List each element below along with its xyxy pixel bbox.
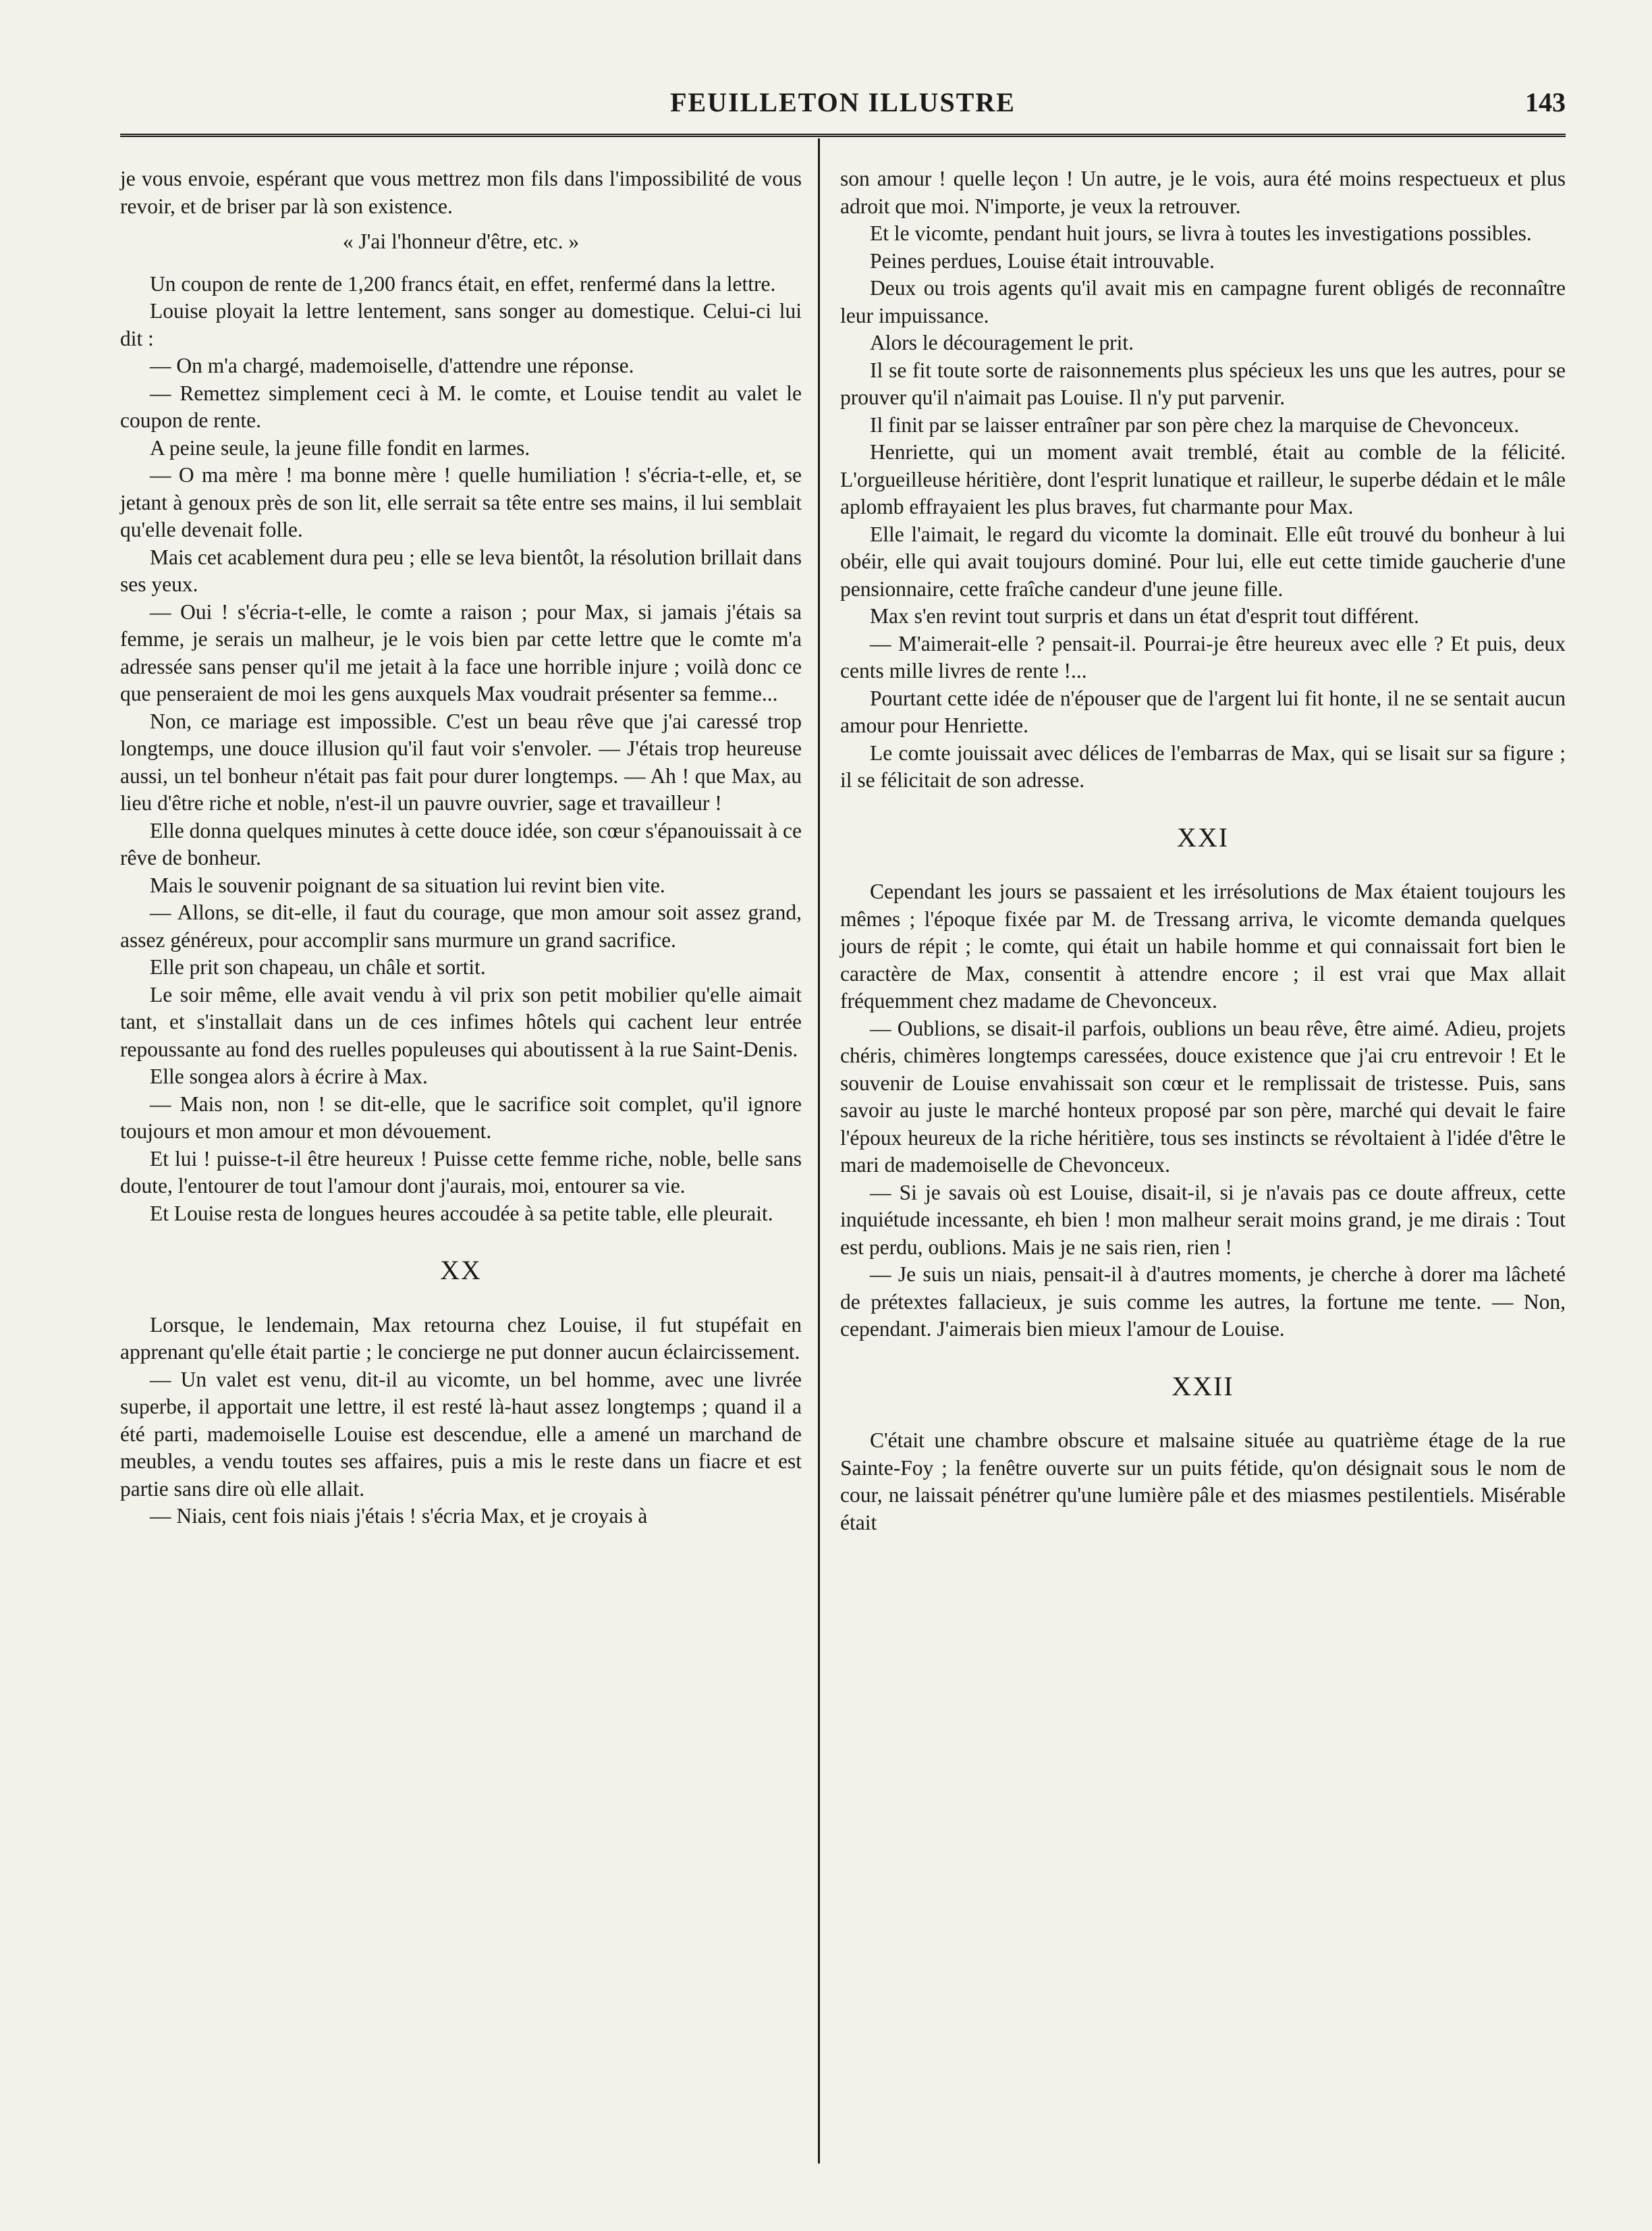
paragraph: Un coupon de rente de 1,200 francs était, en effet, renfermé dans la lettre.: [150, 271, 776, 296]
chapter-heading: XXII: [1172, 1370, 1234, 1401]
page-number: 143: [1525, 87, 1566, 117]
paragraph: — Si je savais où est Louise, disait-il, si je n'avais pas ce doute affreux, cette inquiétude incessante, eh bien ! mon malheur serait moins grand, je me dirais : Tout est perdu, oublions. Mais je ne sais rien, rien !: [840, 1180, 1566, 1259]
paragraph: Mais le souvenir poignant de sa situation lui revint bien vite.: [150, 873, 665, 897]
paragraph: Elle l'aimait, le regard du vicomte la dominait. Elle eût trouvé du bonheur à lui obéir, elle qui avait toujours dominé. Pour lui, elle eut cette timide gaucherie d'une pensionnaire, cette fraîche candeur d'une jeune fille.: [840, 522, 1566, 601]
paragraph: Lorsque, le lendemain, Max retourna chez Louise, il fut stupéfait en apprenant qu'elle était partie ; le concierge ne put donner aucun éclaircissement.: [120, 1312, 802, 1364]
paragraph: Le comte jouissait avec délices de l'embarras de Max, qui se lisait sur sa figure ; il se félicitait de son adresse.: [840, 741, 1566, 792]
paragraph: Pourtant cette idée de n'épouser que de l'argent lui fit honte, il ne se sentait aucun amour pour Henriette.: [840, 686, 1566, 737]
paragraph: Elle songea alors à écrire à Max.: [150, 1065, 428, 1088]
paragraph: je vous envoie, espérant que vous mettrez mon fils dans l'impossibilité de vous revoir, et de briser par là son existence.: [120, 167, 802, 218]
paragraph: Elle prit son chapeau, un châle et sortit.: [150, 955, 486, 979]
paragraph: — O ma mère ! ma bonne mère ! quelle humiliation ! s'écria-t-elle, et, se jetant à genoux près de son lit, elle serrait sa tête entre ses mains, il lui semblait qu'elle devenait folle.: [120, 463, 802, 541]
paragraph: Max s'en revint tout surpris et dans un état d'esprit tout différent.: [870, 604, 1419, 628]
paragraph: Elle donna quelques minutes à cette douce idée, son cœur s'épanouissait à ce rêve de bonheur.: [120, 818, 802, 869]
paragraph: Il se fit toute sorte de raisonnements plus spécieux les uns que les autres, pour se prouver qu'il n'aimait pas Louise. Il n'y put parvenir.: [840, 358, 1566, 409]
paragraph: — Allons, se dit-elle, il faut du courage, que mon amour soit assez grand, assez généreux, pour accomplir sans murmure un grand sacrifice.: [120, 901, 802, 952]
chapter-heading: XXI: [1176, 822, 1230, 853]
paragraph: Et lui ! puisse-t-il être heureux ! Puisse cette femme riche, noble, belle sans doute, l'entourer de tout l'amour dont j'aurais, moi, entourer sa vie.: [120, 1146, 802, 1198]
paragraph: Et le vicomte, pendant huit jours, se livra à toutes les investigations possibles.: [870, 221, 1532, 245]
paragraph: — Oublions, se disait-il parfois, oublions un beau rêve, être aimé. Adieu, projets chéris, chimères longtemps caressées, douce existence que j'ai cru entrevoir ! Et le souvenir de Louise envahissait son cœur et le remplissait de tristesse. Puis, sans savoir au juste le marché honteux proposé par son père, marché qui devait le faire l'époux heureux de la riche héritière, tous ses instincts se révoltaient à l'idée d'être le mari de mademoiselle de Chevonceux.: [840, 1016, 1566, 1177]
column-rule: [818, 138, 820, 2163]
paragraph: Henriette, qui un moment avait tremblé, était au comble de la félicité. L'orgueilleuse héritière, dont l'esprit lunatique et railleur, le superbe dédain et le mâle aplomb effrayaient les plus braves, fut charmante pour Max.: [840, 440, 1566, 518]
chapter-heading: XX: [440, 1255, 482, 1285]
paragraph: Mais cet acablement dura peu ; elle se leva bientôt, la résolution brillait dans ses yeux.: [120, 545, 802, 596]
paragraph: — Remettez simplement ceci à M. le comte, et Louise tendit au valet le coupon de rente.: [120, 381, 802, 432]
paragraph: Alors le découragement le prit.: [870, 331, 1134, 354]
left-column: [120, 165, 802, 1530]
paragraph: — M'aimerait-elle ? pensait-il. Pourrai-je être heureux avec elle ? Et puis, deux cents mille livres de rente !...: [840, 631, 1566, 682]
paragraph: Peines perdues, Louise était introuvable.: [870, 248, 1215, 273]
paragraph: Le soir même, elle avait vendu à vil prix son petit mobilier qu'elle aimait tant, et s'installait dans un de ces infimes hôtels qui cachent leur entrée repoussante au fond des ruelles populeuses qui aboutissent à la rue Saint-Denis.: [120, 982, 802, 1061]
paragraph: — Oui ! s'écria-t-elle, le comte a raison ; pour Max, si jamais j'étais sa femme, je serais un malheur, je le vois bien par cette lettre que le comte m'a adressée sans penser qu'il me jetait à la face une horrible injure ; voilà donc ce que penseraient de moi les gens auxquels Max voudrait présenter sa femme...: [120, 599, 802, 705]
paragraph: — Je suis un niais, pensait-il à d'autres moments, je cherche à dorer ma lâcheté de prétextes fallacieux, je suis comme les autres, la fortune me tente. — Non, cependant. J'aimerais bien mieux l'amour de Louise.: [840, 1262, 1566, 1341]
paragraph: — Un valet est venu, dit-il au vicomte, un bel homme, avec une livrée superbe, il apportait une lettre, il est resté là-haut assez longtemps ; quand il a été parti, mademoiselle Louise est descendue, elle a amené un marchand de meubles, a vendu toutes ses affaires, puis a mis le reste dans un fiacre et est partie sans dire où elle allait.: [120, 1367, 802, 1501]
paragraph: — Mais non, non ! se dit-elle, que le sacrifice soit complet, qu'il ignore toujours et mon amour et mon dévouement.: [120, 1092, 802, 1143]
page-header: [120, 86, 1566, 137]
paragraph: Non, ce mariage est impossible. C'est un beau rêve que j'ai caressé trop longtemps, une douce illusion qu'il faut voir s'envoler. — J'étais trop heureuse aussi, un tel bonheur n'était pas fait pour durer longtemps. — Ah ! que Max, au lieu d'être riche et noble, n'est-il un pauvre ouvrier, sage et travailleur !: [120, 709, 802, 815]
paragraph: Louise ployait la lettre lentement, sans songer au domestique. Celui-ci lui dit :: [120, 299, 802, 350]
paragraph: — On m'a chargé, mademoiselle, d'attendre une réponse.: [150, 354, 634, 377]
paragraph: Deux ou trois agents qu'il avait mis en campagne furent obligés de reconnaître leur impuissance.: [840, 276, 1566, 327]
paragraph: C'était une chambre obscure et malsaine située au quatrième étage de la rue Sainte-Foy ; la fenêtre ouverte sur un puits fétide, qu'on désignait sous le nom de cour, ne laissait pénétrer qu'une lumière pâle et des miasmes pestilentiels. Misérable était: [840, 1428, 1566, 1534]
paragraph: A peine seule, la jeune fille fondit en larmes.: [150, 435, 530, 460]
right-column: [840, 165, 1566, 1536]
paragraph: Cependant les jours se passaient et les irrésolutions de Max étaient toujours les mêmes ; l'époque fixée par M. de Tressang arriva, le vicomte demanda quelques jours de répit ; le comte, qui était un habile homme et qui connaissait fort bien le caractère de Max, consentit à attendre encore ; il est vrai que Max allait fréquemment chez madame de Chevonceux.: [840, 880, 1566, 1013]
paragraph: Et Louise resta de longues heures accoudée à sa petite table, elle pleurait.: [150, 1201, 773, 1225]
paragraph: son amour ! quelle leçon ! Un autre, je le vois, aura été moins respectueux et plus adroit que moi. N'importe, je veux la retrouver.: [840, 167, 1566, 218]
paragraph: Il finit par se laisser entraîner par son père chez la marquise de Chevonceux.: [870, 412, 1520, 437]
running-title: FEUILLETON ILLUSTRE: [670, 87, 1016, 117]
paragraph: « J'ai l'honneur d'être, etc. »: [342, 230, 580, 253]
paragraph: — Niais, cent fois niais j'étais ! s'écria Max, et je croyais à: [150, 1504, 648, 1528]
